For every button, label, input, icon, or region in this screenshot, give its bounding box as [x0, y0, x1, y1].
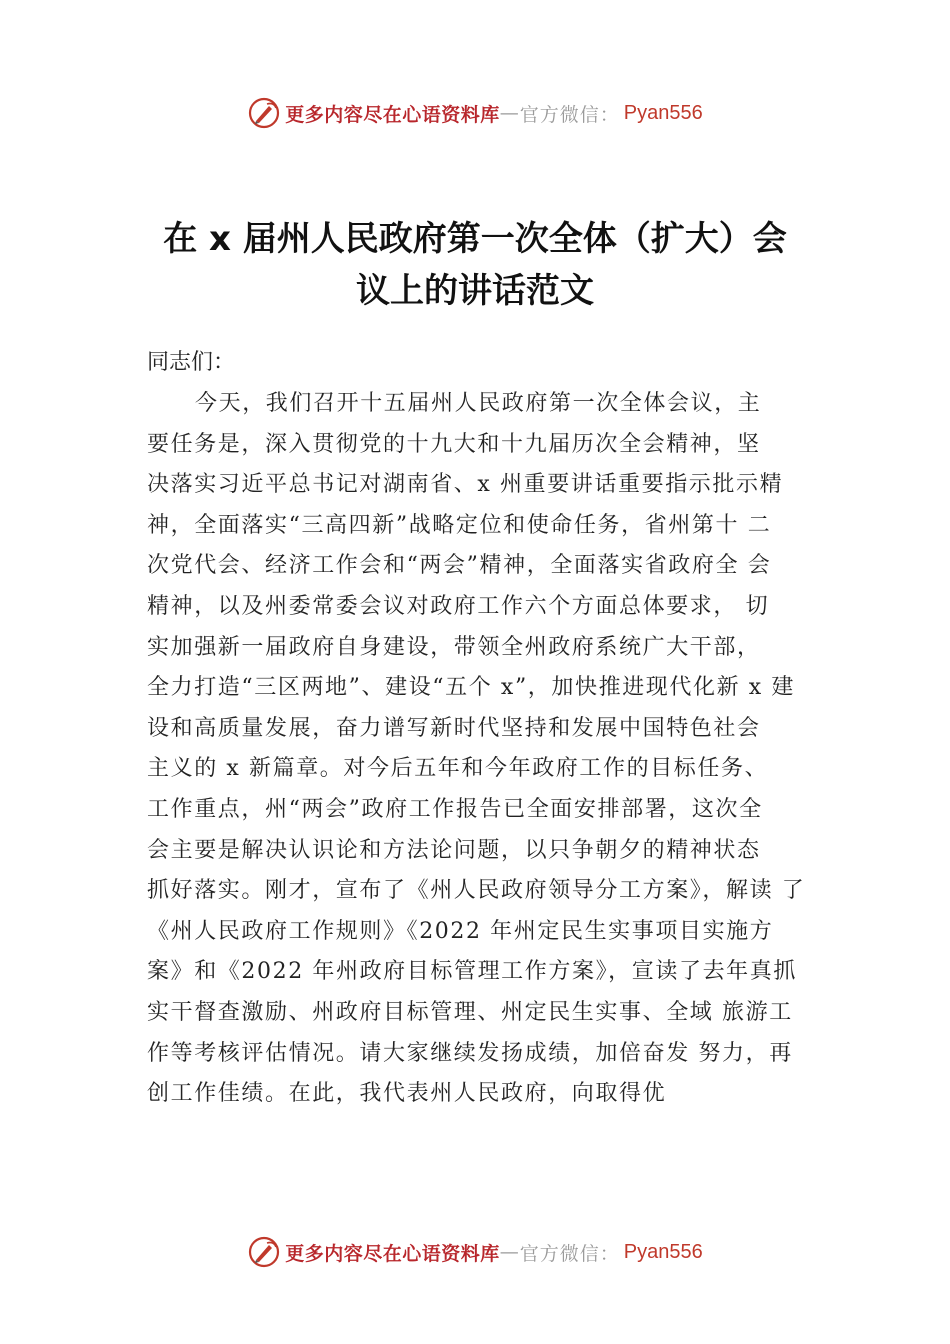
banner-brand: 更多内容尽在心语资料库 — [285, 103, 500, 126]
banner-suffix: 官方微信： — [519, 1242, 620, 1265]
body-text — [147, 384, 827, 1115]
body-line: 今天，我们召开十五届州人民政府第一次全体会议，主 — [195, 391, 762, 416]
body-line: 创工作佳绩。在此，我代表州人民政府，向取得优 — [147, 1081, 667, 1107]
body-line: 抓好落实。刚才，宣布了《州人民政府领导分工方案》，解读 了 — [147, 878, 806, 904]
body-line: 决落实习近平总书记对湖南省、x 州重要讲话重要指示批示精 — [147, 472, 784, 498]
body-line: 工作重点，州“两会”政府工作报告已全面安排部署，这次全 — [147, 796, 763, 822]
body-line: 次党代会、经济工作会和“两会”精神，全面落实省政府全 会 — [147, 553, 772, 579]
body-line: 要任务是，深入贯彻党的十九大和十九届历次全会精神，坚 — [147, 431, 761, 457]
body-line: 作等考核评估情况。请大家继续发扬成绩，加倍奋发 努力，再 — [147, 1040, 793, 1066]
body-line: 实干督查激励、州政府目标管理、州定民生实事、全域 旅游工 — [147, 999, 793, 1025]
body-line: 精神，以及州委常委会议对政府工作六个方面总体要求， 切 — [147, 593, 770, 619]
footer-banner — [0, 1232, 950, 1272]
body-line: 主义的 x 新篇章。对今后五年和今年政府工作的目标任务、 — [147, 756, 769, 782]
pen-logo-icon — [247, 1235, 281, 1269]
banner-brand: 更多内容尽在心语资料库 — [285, 1242, 500, 1265]
body-line: 神，全面落实“三高四新”战略定位和使命任务，省州第十 二 — [147, 512, 772, 538]
salutation: 同志们： — [147, 350, 236, 375]
header-banner — [0, 93, 950, 133]
document-title — [130, 213, 820, 317]
title-line-1: 在 x 届州人民政府第一次全体（扩大）会 — [163, 219, 787, 259]
title-line-2: 议上的讲话范文 — [356, 271, 594, 311]
pen-logo-icon — [247, 96, 281, 130]
banner-suffix: 官方微信： — [519, 103, 620, 126]
banner-wechat-id: Pyan556 — [623, 101, 703, 124]
banner-dash: — — [499, 1241, 520, 1263]
banner-dash: — — [499, 102, 520, 124]
body-line: 实加强新一届政府自身建设，带领全州政府系统广大干部， — [147, 634, 761, 660]
banner-wechat-id: Pyan556 — [623, 1240, 703, 1263]
body-line: 设和高质量发展，奋力谱写新时代坚持和发展中国特色社会 — [147, 715, 761, 741]
body-line: 《州人民政府工作规则》《2022 年州定民生实事项目实施方 — [147, 918, 774, 944]
body-line: 会主要是解决认识论和方法论问题，以只争朝夕的精神状态 — [147, 837, 761, 863]
body-line: 案》和《2022 年州政府目标管理工作方案》，宣读了去年真抓 — [147, 959, 797, 985]
body-line: 全力打造“三区两地”、建设“五个 x”，加快推进现代化新 x 建 — [147, 675, 795, 701]
